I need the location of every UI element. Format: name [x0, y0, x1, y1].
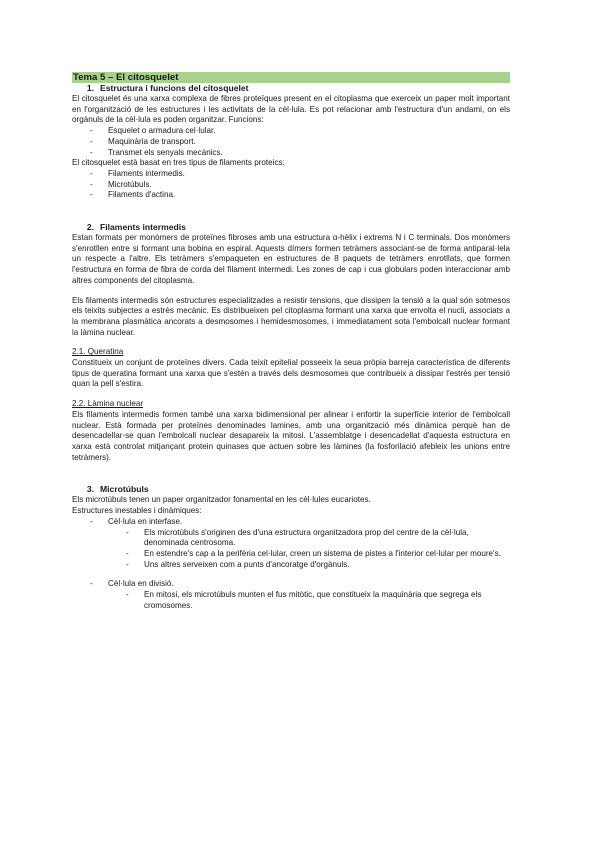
- sublist-item: - Uns altres serveixen com a punts d'ancoratge d'orgànuls.: [72, 560, 510, 571]
- list-item: - Maquinària de transport.: [72, 137, 510, 148]
- filament-types-list: [72, 169, 510, 201]
- section-title: Microtúbuls: [100, 484, 149, 495]
- list-item: [72, 579, 510, 590]
- paragraph: Constitueix un conjunt de proteïnes divers. Cada teixit epitelial posseeix la seua pròpia barreja característica de diferents tipus de queratina formant una xarxa que s'estén a través dels desmosomes que contribueix a dissipar l'estrès per tensió quan la pell s'estira.: [72, 358, 510, 389]
- list-item: [72, 517, 510, 528]
- document-page: [72, 72, 510, 611]
- paragraph: Els filaments intermedis formen també una xarxa bidimensional per alinear i enfortir la superfície interior de l'embolcall nuclear. Està formada per proteïnes denominades lamines, amb una organització més dinàmica perquè han de desencadellar-se quan l'embolcall nuclear desapareix la mitosi. L'assemblatge i desencadellat d'aquesta estructura en xarxa està controlat mitjançant protein quinases que actuen sobre les làmines (la fosforilació afebleix les unions entre tetràmers).: [72, 409, 510, 462]
- subsection-heading: 2.2. Làmina nuclear: [72, 399, 144, 409]
- subsection-heading: 2.1. Queratina: [72, 347, 124, 357]
- functions-list: [72, 126, 510, 158]
- document-title: Tema 5 – El citosquelet: [72, 72, 510, 83]
- section-number: 2.: [86, 222, 94, 233]
- sublist-item: - Els microtúbuls s'originen des d'una estructura organitzadora prop del centre de la cèl·lula, denominada centrosoma.: [72, 528, 510, 549]
- list-item: - Filaments intermedis.: [72, 169, 510, 180]
- section-number: 1.: [86, 83, 94, 93]
- list-item-label: Cèl·lula en interfase.: [108, 516, 183, 526]
- paragraph: Estructures inestables i dinàmiques:: [72, 506, 202, 516]
- paragraph: Els microtúbuls tenen un paper organitzador fonamental en les cèl·lules eucariotes.: [72, 495, 371, 505]
- section-3-heading: [72, 484, 510, 495]
- section-1-heading: [72, 83, 510, 94]
- division-sublist: [72, 590, 510, 611]
- sublist-item: - En mitosi, els microtúbuls munten el fus mitòtic, que constitueix la maquinària que segrega els cromosomes.: [72, 590, 510, 611]
- section-number: 3.: [86, 484, 94, 495]
- list-item: - Transmet els senyals mecànics.: [72, 148, 510, 159]
- list-item: - Filaments d'actina.: [72, 190, 510, 201]
- list-item: - Esquelet o armadura cel·lular.: [72, 126, 510, 137]
- section-2-heading: [72, 222, 510, 233]
- paragraph: El citosquelet està basat en tres tipus de filaments proteics:: [72, 158, 285, 168]
- phase-list: [72, 517, 510, 528]
- list-item-label: Cèl·lula en divisió.: [108, 579, 174, 589]
- list-item: - Microtúbuls.: [72, 180, 510, 191]
- section-title: Filaments intermedis: [100, 222, 186, 233]
- phase-list: [72, 579, 510, 590]
- sublist-item: - En estendre's cap a la perifèria cel·lular, creen un sistema de pistes a l'interior cel·lular per moure's.: [72, 549, 510, 560]
- paragraph: Els filaments intermedis són estructures especialitzades a resistir tensions, que dissipen la tensió a la qual són sotmesos els teixits subjectes a estrès mecànic. Es distribueixen pel citoplasma formant una xarxa que envolta el nucli, associats a la membrana plasmàtica ancorats a desmosomes i hemidesmosomes, i immediatament sota l'embolcall nuclear formant la làmina nuclear.: [72, 295, 510, 337]
- interphase-sublist: [72, 528, 510, 571]
- paragraph: El citosquelet és una xarxa complexa de fibres proteïques present en el citoplasma que exerceix un paper molt important en l'organització de les estructures i les activitats de la cèl·lula. Es pot relacionar amb l'estructura d'un andami, on els orgànuls de la cèl·lula es poden organitzar. Funcions:: [72, 94, 510, 125]
- section-title: Estructura i funcions del citosquelet: [100, 83, 249, 93]
- paragraph: Estan formats per monòmers de proteïnes fibroses amb una estructura α-hèlix i extrems N i C terminals. Dos monòmers s'enrotllen entre si formant una bobina en espiral. Aquests dímers formen tetràmers associant-se de forma antiparal·lela un respecte a l'altre. Els tetràmers s'empaqueten en estructures de 8 paquets de tetràmers enrotllats, que formen l'estructura en forma de fibra de corda del filament intermedi. Les zones de cap i cua globulars poden interaccionar amb altres components del citoplasma.: [72, 233, 510, 285]
